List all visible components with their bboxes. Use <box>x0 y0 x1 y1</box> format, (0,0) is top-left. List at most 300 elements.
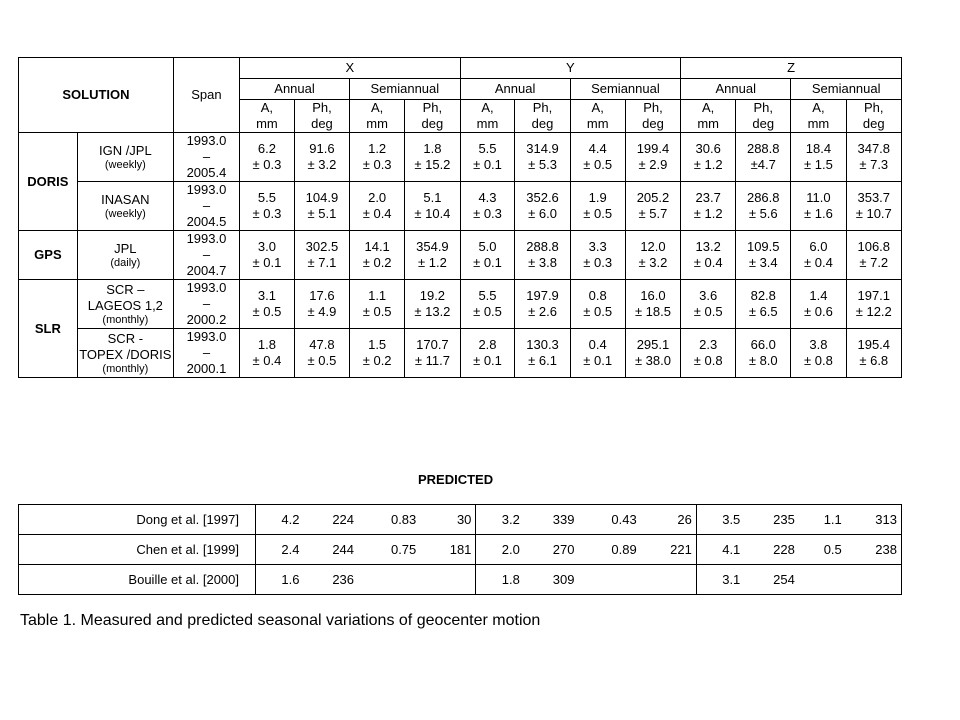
phase-header <box>736 100 791 133</box>
unit-label: A, <box>370 100 384 115</box>
value: 314.9 <box>526 141 559 156</box>
value-cell <box>294 182 349 231</box>
value: 109.5 <box>746 239 780 254</box>
unit-label: mm <box>366 116 388 131</box>
uncertainty: ± 0.3 <box>583 255 613 270</box>
predicted-value: 228 <box>744 535 799 565</box>
group-label: GPS <box>19 231 78 280</box>
predicted-value: 0.89 <box>578 535 640 565</box>
solution-title: SCR - <box>107 331 144 346</box>
predicted-value: 1.1 <box>799 505 846 535</box>
value: 1.9 <box>588 190 607 205</box>
uncertainty: ± 0.3 <box>252 206 282 221</box>
predicted-value: 1.8 <box>476 565 524 595</box>
value: 288.8 <box>526 239 559 254</box>
predicted-value: 181 <box>420 535 476 565</box>
value-cell <box>240 182 295 231</box>
value: 1.1 <box>368 288 387 303</box>
value: 5.5 <box>257 190 276 205</box>
value: 5.0 <box>478 239 497 254</box>
period-header: Annual <box>240 79 350 100</box>
unit-label: mm <box>697 116 719 131</box>
value-cell <box>570 280 625 329</box>
uncertainty: ± 0.2 <box>362 255 392 270</box>
value: 82.8 <box>750 288 776 303</box>
uncertainty: ± 13.2 <box>414 304 451 319</box>
value: 3.6 <box>699 288 718 303</box>
value-cell <box>625 231 680 280</box>
uncertainty: ± 0.4 <box>804 255 833 270</box>
value-cell <box>570 231 625 280</box>
uncertainty: ± 1.2 <box>693 157 723 172</box>
uncertainty: ± 0.4 <box>252 353 282 368</box>
unit-label: A, <box>702 100 715 115</box>
uncertainty: ± 8.0 <box>748 353 778 368</box>
table-row <box>19 280 902 329</box>
uncertainty: ± 0.8 <box>804 353 833 368</box>
value: 205.2 <box>636 190 670 205</box>
value: 1.8 <box>257 337 276 352</box>
table-row <box>19 231 902 280</box>
span-cell <box>173 133 239 182</box>
predicted-label: PREDICTED <box>418 472 494 487</box>
unit-label: mm <box>256 116 278 131</box>
uncertainty: ± 0.4 <box>693 255 723 270</box>
unit-label: deg <box>531 116 554 131</box>
value-cell <box>240 329 295 378</box>
predicted-value: 2.0 <box>476 535 524 565</box>
solution-title-2: LAGEOS 1,2 <box>87 298 163 313</box>
amplitude-header <box>681 100 736 133</box>
unit-label: Ph, <box>312 100 332 115</box>
span-value: 2004.7 <box>186 263 227 278</box>
value-cell <box>625 329 680 378</box>
predicted-table <box>18 504 902 595</box>
uncertainty: ± 0.1 <box>473 353 502 368</box>
uncertainty: ± 0.5 <box>693 304 723 319</box>
value: 14.1 <box>364 239 390 254</box>
value: 2.8 <box>478 337 497 352</box>
axis-header: Z <box>681 58 902 79</box>
predicted-value <box>641 565 697 595</box>
unit-label: A, <box>481 100 494 115</box>
predicted-value <box>420 565 476 595</box>
value-cell <box>846 329 901 378</box>
value-cell <box>294 280 349 329</box>
value: 197.1 <box>857 288 891 303</box>
amplitude-header <box>460 100 515 133</box>
phase-header <box>405 100 460 133</box>
span-value: 1993.0 <box>186 329 227 344</box>
value: 1.4 <box>809 288 828 303</box>
value-cell <box>736 280 791 329</box>
value-cell <box>460 329 515 378</box>
value-cell <box>791 329 846 378</box>
value: 66.0 <box>750 337 776 352</box>
unit-label: deg <box>752 116 775 131</box>
value-cell <box>405 329 460 378</box>
span-value: 1993.0 <box>186 133 227 148</box>
predicted-value: 309 <box>524 565 579 595</box>
value-cell <box>681 133 736 182</box>
value: 0.8 <box>588 288 607 303</box>
unit-label: deg <box>642 116 664 131</box>
value-cell <box>681 182 736 231</box>
uncertainty: ± 1.6 <box>804 206 833 221</box>
axis-header: Y <box>460 58 681 79</box>
span-value: – <box>202 198 211 213</box>
phase-header <box>846 100 901 133</box>
uncertainty: ± 0.1 <box>473 255 502 270</box>
predicted-value: 0.83 <box>358 505 420 535</box>
value-cell <box>736 133 791 182</box>
uncertainty: ± 0.1 <box>252 255 282 270</box>
value-cell <box>681 329 736 378</box>
table-row <box>19 182 902 231</box>
span-value: – <box>202 247 211 262</box>
value: 16.0 <box>640 288 666 303</box>
uncertainty: ± 1.2 <box>693 206 723 221</box>
phase-header <box>515 100 570 133</box>
value: 106.8 <box>857 239 891 254</box>
uncertainty: ± 10.7 <box>855 206 892 221</box>
value-cell <box>240 133 295 182</box>
unit-label: A, <box>812 100 825 115</box>
predicted-value: 235 <box>744 505 799 535</box>
table-row <box>19 329 902 378</box>
uncertainty: ± 0.3 <box>473 206 502 221</box>
uncertainty: ± 7.1 <box>307 255 337 270</box>
solution-name <box>77 280 173 329</box>
span-value: – <box>202 149 211 164</box>
predicted-value: 339 <box>524 505 579 535</box>
value: 199.4 <box>636 141 670 156</box>
uncertainty: ± 1.2 <box>417 255 447 270</box>
span-value: 2000.2 <box>186 312 227 327</box>
uncertainty: ± 3.4 <box>748 255 778 270</box>
value: 1.8 <box>423 141 442 156</box>
predicted-value: 3.2 <box>476 505 524 535</box>
group-label: SLR <box>19 280 78 378</box>
uncertainty: ± 0.5 <box>252 304 282 319</box>
value: 4.3 <box>478 190 497 205</box>
uncertainty: ± 2.9 <box>638 157 668 172</box>
value: 2.0 <box>368 190 387 205</box>
uncertainty: ± 5.6 <box>748 206 778 221</box>
value-cell <box>736 231 791 280</box>
value-cell <box>460 133 515 182</box>
uncertainty: ± 3.2 <box>638 255 668 270</box>
value: 4.4 <box>588 141 607 156</box>
value: 352.6 <box>526 190 559 205</box>
period-header: Semiannual <box>350 79 461 100</box>
predicted-value: 4.2 <box>256 505 304 535</box>
header-row-axes <box>19 58 902 79</box>
span-cell <box>173 329 239 378</box>
span-cell <box>173 231 239 280</box>
value-cell <box>681 231 736 280</box>
uncertainty: ± 1.5 <box>804 157 833 172</box>
table-row <box>19 565 902 595</box>
value-cell <box>736 329 791 378</box>
span-value: 2000.1 <box>186 361 227 376</box>
value: 6.0 <box>809 239 828 254</box>
predicted-value: 3.1 <box>696 565 744 595</box>
uncertainty: ± 38.0 <box>634 353 671 368</box>
value-cell <box>625 280 680 329</box>
period-header: Semiannual <box>791 79 902 100</box>
value: 295.1 <box>636 337 670 352</box>
predicted-value: 3.5 <box>696 505 744 535</box>
period-header: Annual <box>681 79 791 100</box>
value: 13.2 <box>695 239 721 254</box>
value-cell <box>846 231 901 280</box>
span-header: Span <box>173 58 239 133</box>
predicted-value: 221 <box>641 535 697 565</box>
predicted-value: 270 <box>524 535 579 565</box>
predicted-value <box>799 565 846 595</box>
value: 5.5 <box>478 288 497 303</box>
uncertainty: ± 3.8 <box>528 255 557 270</box>
uncertainty: ± 0.4 <box>362 206 392 221</box>
uncertainty: ± 15.2 <box>414 157 451 172</box>
value-cell <box>515 231 570 280</box>
value-cell <box>350 329 405 378</box>
uncertainty: ± 12.2 <box>855 304 892 319</box>
span-value: – <box>202 345 211 360</box>
value-cell <box>570 329 625 378</box>
predicted-value: 26 <box>641 505 697 535</box>
span-value: 1993.0 <box>186 182 227 197</box>
value: 11.0 <box>806 190 831 205</box>
value-cell <box>515 182 570 231</box>
uncertainty: ± 0.1 <box>473 157 502 172</box>
uncertainty: ± 10.4 <box>414 206 451 221</box>
phase-header <box>294 100 349 133</box>
uncertainty: ± 18.5 <box>634 304 671 319</box>
value-cell <box>294 133 349 182</box>
span-value: 1993.0 <box>186 280 227 295</box>
value: 18.4 <box>805 141 832 156</box>
value-cell <box>350 231 405 280</box>
value-cell <box>350 133 405 182</box>
uncertainty: ± 0.2 <box>362 353 392 368</box>
predicted-source: Bouille et al. [2000] <box>19 565 256 595</box>
value-cell <box>515 280 570 329</box>
solution-cadence: (daily) <box>110 257 141 269</box>
solution-title-2: TOPEX /DORIS <box>79 347 172 362</box>
value-cell <box>240 231 295 280</box>
uncertainty: ± 11.7 <box>414 353 450 368</box>
value: 354.9 <box>416 239 449 254</box>
predicted-value: 238 <box>846 535 902 565</box>
value: 6.2 <box>257 141 276 156</box>
value: 353.7 <box>857 190 891 205</box>
value: 2.3 <box>699 337 718 352</box>
solution-title: IGN /JPL <box>98 143 152 158</box>
value-cell <box>846 280 901 329</box>
group-label: DORIS <box>19 133 78 231</box>
uncertainty: ± 0.5 <box>583 206 613 221</box>
value-cell <box>460 182 515 231</box>
value-cell <box>405 182 460 231</box>
predicted-value: 2.4 <box>256 535 304 565</box>
table-row <box>19 133 902 182</box>
predicted-value: 0.5 <box>799 535 846 565</box>
uncertainty: ± 0.6 <box>804 304 833 319</box>
uncertainty: ± 0.1 <box>583 353 613 368</box>
value: 3.8 <box>809 337 828 352</box>
predicted-value <box>358 565 420 595</box>
value: 19.2 <box>419 288 446 303</box>
predicted-source: Chen et al. [1999] <box>19 535 256 565</box>
uncertainty: ± 0.5 <box>583 304 613 319</box>
unit-label: Ph, <box>864 100 884 115</box>
unit-label: Ph, <box>753 100 773 115</box>
uncertainty: ± 5.3 <box>528 157 557 172</box>
solution-title: INASAN <box>101 192 150 207</box>
value: 130.3 <box>526 337 559 352</box>
table-row <box>19 505 902 535</box>
predicted-source: Dong et al. [1997] <box>19 505 256 535</box>
table-row <box>19 535 902 565</box>
unit-label: Ph, <box>643 100 663 115</box>
span-cell <box>173 182 239 231</box>
unit-label: mm <box>476 116 499 131</box>
uncertainty: ± 0.5 <box>473 304 502 319</box>
uncertainty: ±4.7 <box>750 157 776 172</box>
value: 197.9 <box>526 288 559 303</box>
uncertainty: ± 7.2 <box>859 255 889 270</box>
table-caption: Table 1. Measured and predicted seasonal variations of geocenter motion <box>20 612 541 629</box>
predicted-value: 4.1 <box>696 535 744 565</box>
predicted-value: 0.75 <box>358 535 420 565</box>
value-cell <box>350 280 405 329</box>
value: 17.6 <box>309 288 335 303</box>
value-cell <box>240 280 295 329</box>
value: 0.4 <box>588 337 607 352</box>
solution-cadence: (monthly) <box>102 314 149 326</box>
amplitude-header <box>240 100 295 133</box>
value: 195.4 <box>857 337 891 352</box>
unit-label: deg <box>862 116 885 131</box>
value-cell <box>405 231 460 280</box>
unit-label: deg <box>311 116 333 131</box>
predicted-value: 236 <box>303 565 358 595</box>
unit-label: mm <box>586 116 609 131</box>
solution-name <box>77 133 173 182</box>
unit-label: A, <box>260 100 274 115</box>
value: 23.7 <box>695 190 721 205</box>
span-value: 2004.5 <box>186 214 227 229</box>
unit-label: A, <box>591 100 604 115</box>
solution-name <box>77 329 173 378</box>
value: 91.6 <box>309 141 335 156</box>
solution-cadence: (weekly) <box>104 208 146 220</box>
predicted-value: 224 <box>303 505 358 535</box>
unit-label: Ph, <box>422 100 443 115</box>
solution-name <box>77 231 173 280</box>
solution-title: JPL <box>114 241 137 256</box>
value: 5.5 <box>478 141 497 156</box>
uncertainty: ± 2.6 <box>528 304 557 319</box>
value: 3.1 <box>257 288 276 303</box>
measured-table <box>18 57 902 378</box>
value: 12.0 <box>640 239 666 254</box>
value: 5.1 <box>423 190 442 205</box>
solution-title: SCR – <box>106 282 145 297</box>
uncertainty: ± 0.5 <box>307 353 337 368</box>
amplitude-header <box>350 100 405 133</box>
period-header: Semiannual <box>570 79 681 100</box>
amplitude-header <box>570 100 625 133</box>
value-cell <box>460 231 515 280</box>
value: 104.9 <box>305 190 339 205</box>
value-cell <box>681 280 736 329</box>
value-cell <box>791 133 846 182</box>
uncertainty: ± 6.1 <box>528 353 557 368</box>
axis-header: X <box>240 58 461 79</box>
uncertainty: ± 6.0 <box>528 206 557 221</box>
phase-header <box>625 100 680 133</box>
span-value: 1993.0 <box>186 231 227 246</box>
value-cell <box>846 133 901 182</box>
value: 3.3 <box>588 239 607 254</box>
uncertainty: ± 0.5 <box>583 157 613 172</box>
value: 347.8 <box>857 141 891 156</box>
value-cell <box>736 182 791 231</box>
value-cell <box>460 280 515 329</box>
value: 1.2 <box>368 141 387 156</box>
uncertainty: ± 0.8 <box>693 353 723 368</box>
uncertainty: ± 0.5 <box>362 304 392 319</box>
value-cell <box>405 280 460 329</box>
span-cell <box>173 280 239 329</box>
value-cell <box>625 182 680 231</box>
value: 1.5 <box>368 337 387 352</box>
value: 3.0 <box>257 239 276 254</box>
value-cell <box>294 231 349 280</box>
unit-label: mm <box>807 116 830 131</box>
value-cell <box>350 182 405 231</box>
span-value: 2005.4 <box>186 165 227 180</box>
value: 288.8 <box>746 141 780 156</box>
uncertainty: ± 6.8 <box>859 353 889 368</box>
value-cell <box>846 182 901 231</box>
uncertainty: ± 7.3 <box>859 157 889 172</box>
predicted-value: 1.6 <box>256 565 304 595</box>
value-cell <box>515 329 570 378</box>
predicted-value: 313 <box>846 505 902 535</box>
predicted-value: 0.43 <box>578 505 640 535</box>
predicted-value <box>578 565 640 595</box>
solution-name <box>77 182 173 231</box>
value-cell <box>625 133 680 182</box>
unit-label: deg <box>421 116 444 131</box>
solution-header: SOLUTION <box>19 58 174 133</box>
value-cell <box>570 133 625 182</box>
uncertainty: ± 5.1 <box>307 206 337 221</box>
value-cell <box>791 280 846 329</box>
value: 170.7 <box>416 337 449 352</box>
uncertainty: ± 5.7 <box>638 206 668 221</box>
value-cell <box>570 182 625 231</box>
value: 30.6 <box>695 141 721 156</box>
value: 286.8 <box>746 190 780 205</box>
uncertainty: ± 0.3 <box>252 157 282 172</box>
value: 302.5 <box>305 239 339 254</box>
predicted-value: 254 <box>744 565 799 595</box>
